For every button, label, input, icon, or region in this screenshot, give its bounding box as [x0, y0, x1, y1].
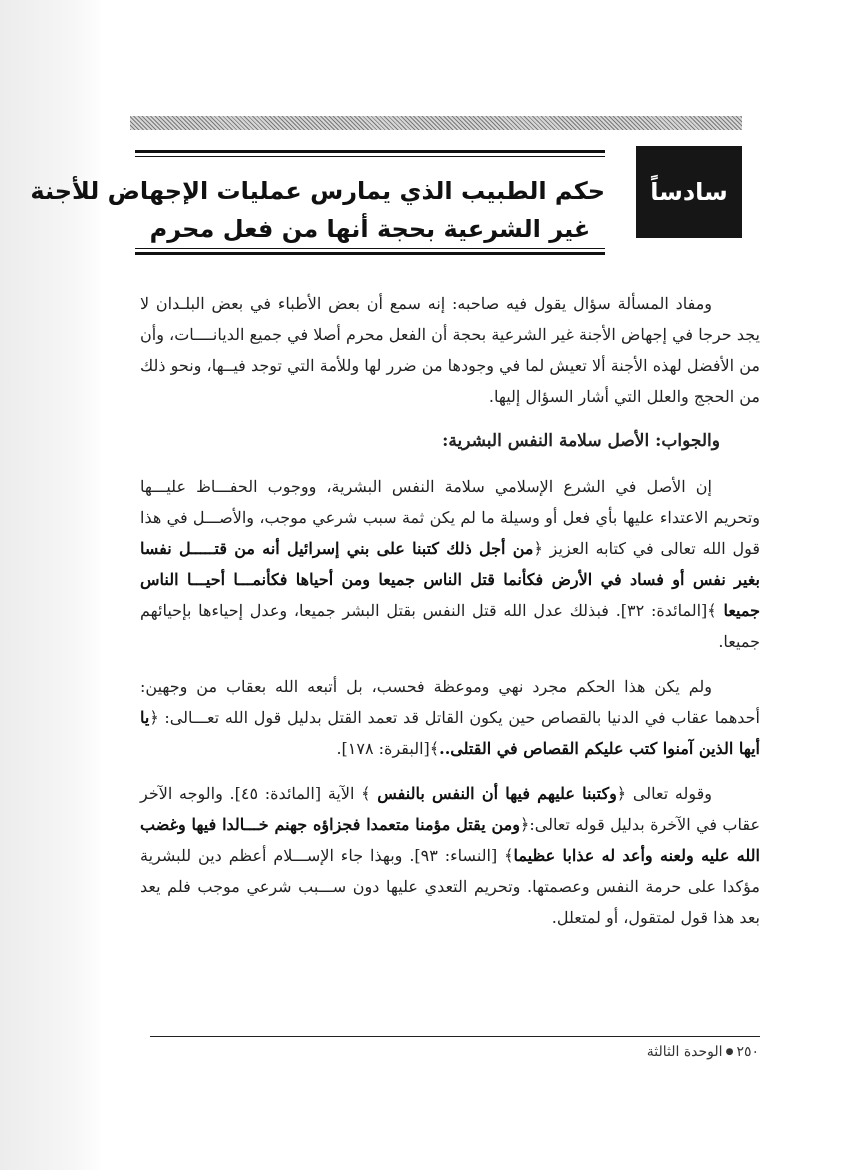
paragraph-hereafter-middle: ﴾ الآية [المائدة: ٤٥]. والوجه الآخر عقاب في الآخرة بدليل قوله تعالى:﴿: [140, 784, 761, 834]
title-rule-bottom-thin: [135, 248, 605, 249]
section-title-block: [30, 150, 605, 255]
section-title-line-1: حكم الطبيب الذي يمارس عمليات الإجهاض للأجنة: [30, 177, 605, 205]
quran-verse-nisa-93: ومن يقتل مؤمنا متعمدا فجزاؤه جهنم خـــالدا فيها وغضب الله عليه ولعنه وأعد له عذابا عظيما: [140, 815, 760, 865]
quran-verse-baqarah-178: يا أيها الذين آمنوا كتب عليكم القصاص في القتلى..: [140, 708, 760, 758]
paragraph-punishment-citation: ﴾[البقرة: ١٧٨].: [336, 739, 440, 758]
decorative-hatch-bar: [130, 116, 742, 130]
page-number: ٢٥٠: [736, 1044, 759, 1060]
section-title: [30, 172, 605, 248]
paragraph-principle: [140, 471, 760, 657]
page-footer: [647, 1044, 759, 1060]
answer-heading: والجواب: الأصل سلامة النفس البشرية:: [442, 431, 720, 451]
footer-rule: [150, 1036, 760, 1037]
paragraph-hereafter-conclusion: ﴾ [النساء: ٩٣]. وبهذا جاء الإســـلام أعظم دين للبشرية مؤكدا على حرمة النفس وعصمتها. وتحريم التعدي عليها دون ســـبب شرعي موجب فلم يعد بعد هذا قول لمتقول، أو لمتعلل.: [140, 846, 761, 927]
title-rule-top: [135, 150, 605, 153]
paragraph-question: ومفاد المسألة سؤال يقول فيه صاحبه: إنه سمع أن بعض الأطباء في بعض البلـدان لا يجد حرجا في إجهاض الأجنة غير الشرعية بحجة أن الفعل محرم أصلا في جميع الديانــــات، وأن من الأفضل لهذه الأجنة ألا تعيش لما في وجودها من ضرر لها وللأمة التي توجد فيــها، ونحو ذلك من الحجج والعلل التي أشار السؤال إليها.: [140, 294, 760, 406]
paragraph-punishment-text: ولم يكن هذا الحكم مجرد نهي وموعظة فحسب، بل أتبعه الله بعقاب من وجهين: أحدهما عقاب في الدنيا بالقصاص حين يكون القاتل قد تعمد القتل بدليل قول الله تعـــالى: ﴿: [140, 677, 760, 727]
quran-verse-maidah-32: من أجل ذلك كتبنا على بني إسرائيل أنه من قتـــــل نفسا بغير نفس أو فساد في الأرض فكأنما قتل الناس جميعا ومن أحياها فكأنمـــا أحيـــا الناس جميعا: [140, 539, 761, 620]
body-text: [140, 288, 760, 947]
quran-verse-maidah-45: وكتبنا عليهم فيها أن النفس بالنفس: [377, 784, 617, 803]
paragraph-principle-text: إن الأصل في الشرع الإسلامي سلامة النفس البشرية، ووجوب الحفـــاظ عليـــها وتحريم الاعتداء عليها بأي فعل أو وسيلة ما لم يكن ثمة سبب شرعي موجب، والأصـــل في هذا قول الله تعالى في كتابه العزيز ﴿: [140, 477, 761, 558]
title-rule-top-thin: [135, 156, 605, 157]
title-rule-bottom: [135, 252, 605, 255]
unit-label: الوحدة الثالثة: [646, 1044, 723, 1060]
paragraph-principle-citation: ﴾[المائدة: ٣٢]. فبذلك عدل الله قتل النفس بقتل البشر جميعا، وعدل إحياءها بإحيائهم جميعا.: [140, 601, 760, 651]
paragraph-hereafter: [140, 778, 760, 933]
section-badge: [636, 146, 742, 238]
paragraph-punishment: [140, 671, 760, 764]
section-badge-label: سادساً: [650, 178, 728, 206]
bullet-icon: ●: [725, 1047, 734, 1057]
section-title-line-2: غير الشرعية بحجة أنها من فعل محرم: [149, 215, 591, 243]
paragraph-hereafter-intro: وقوله تعالى ﴿: [616, 784, 712, 803]
